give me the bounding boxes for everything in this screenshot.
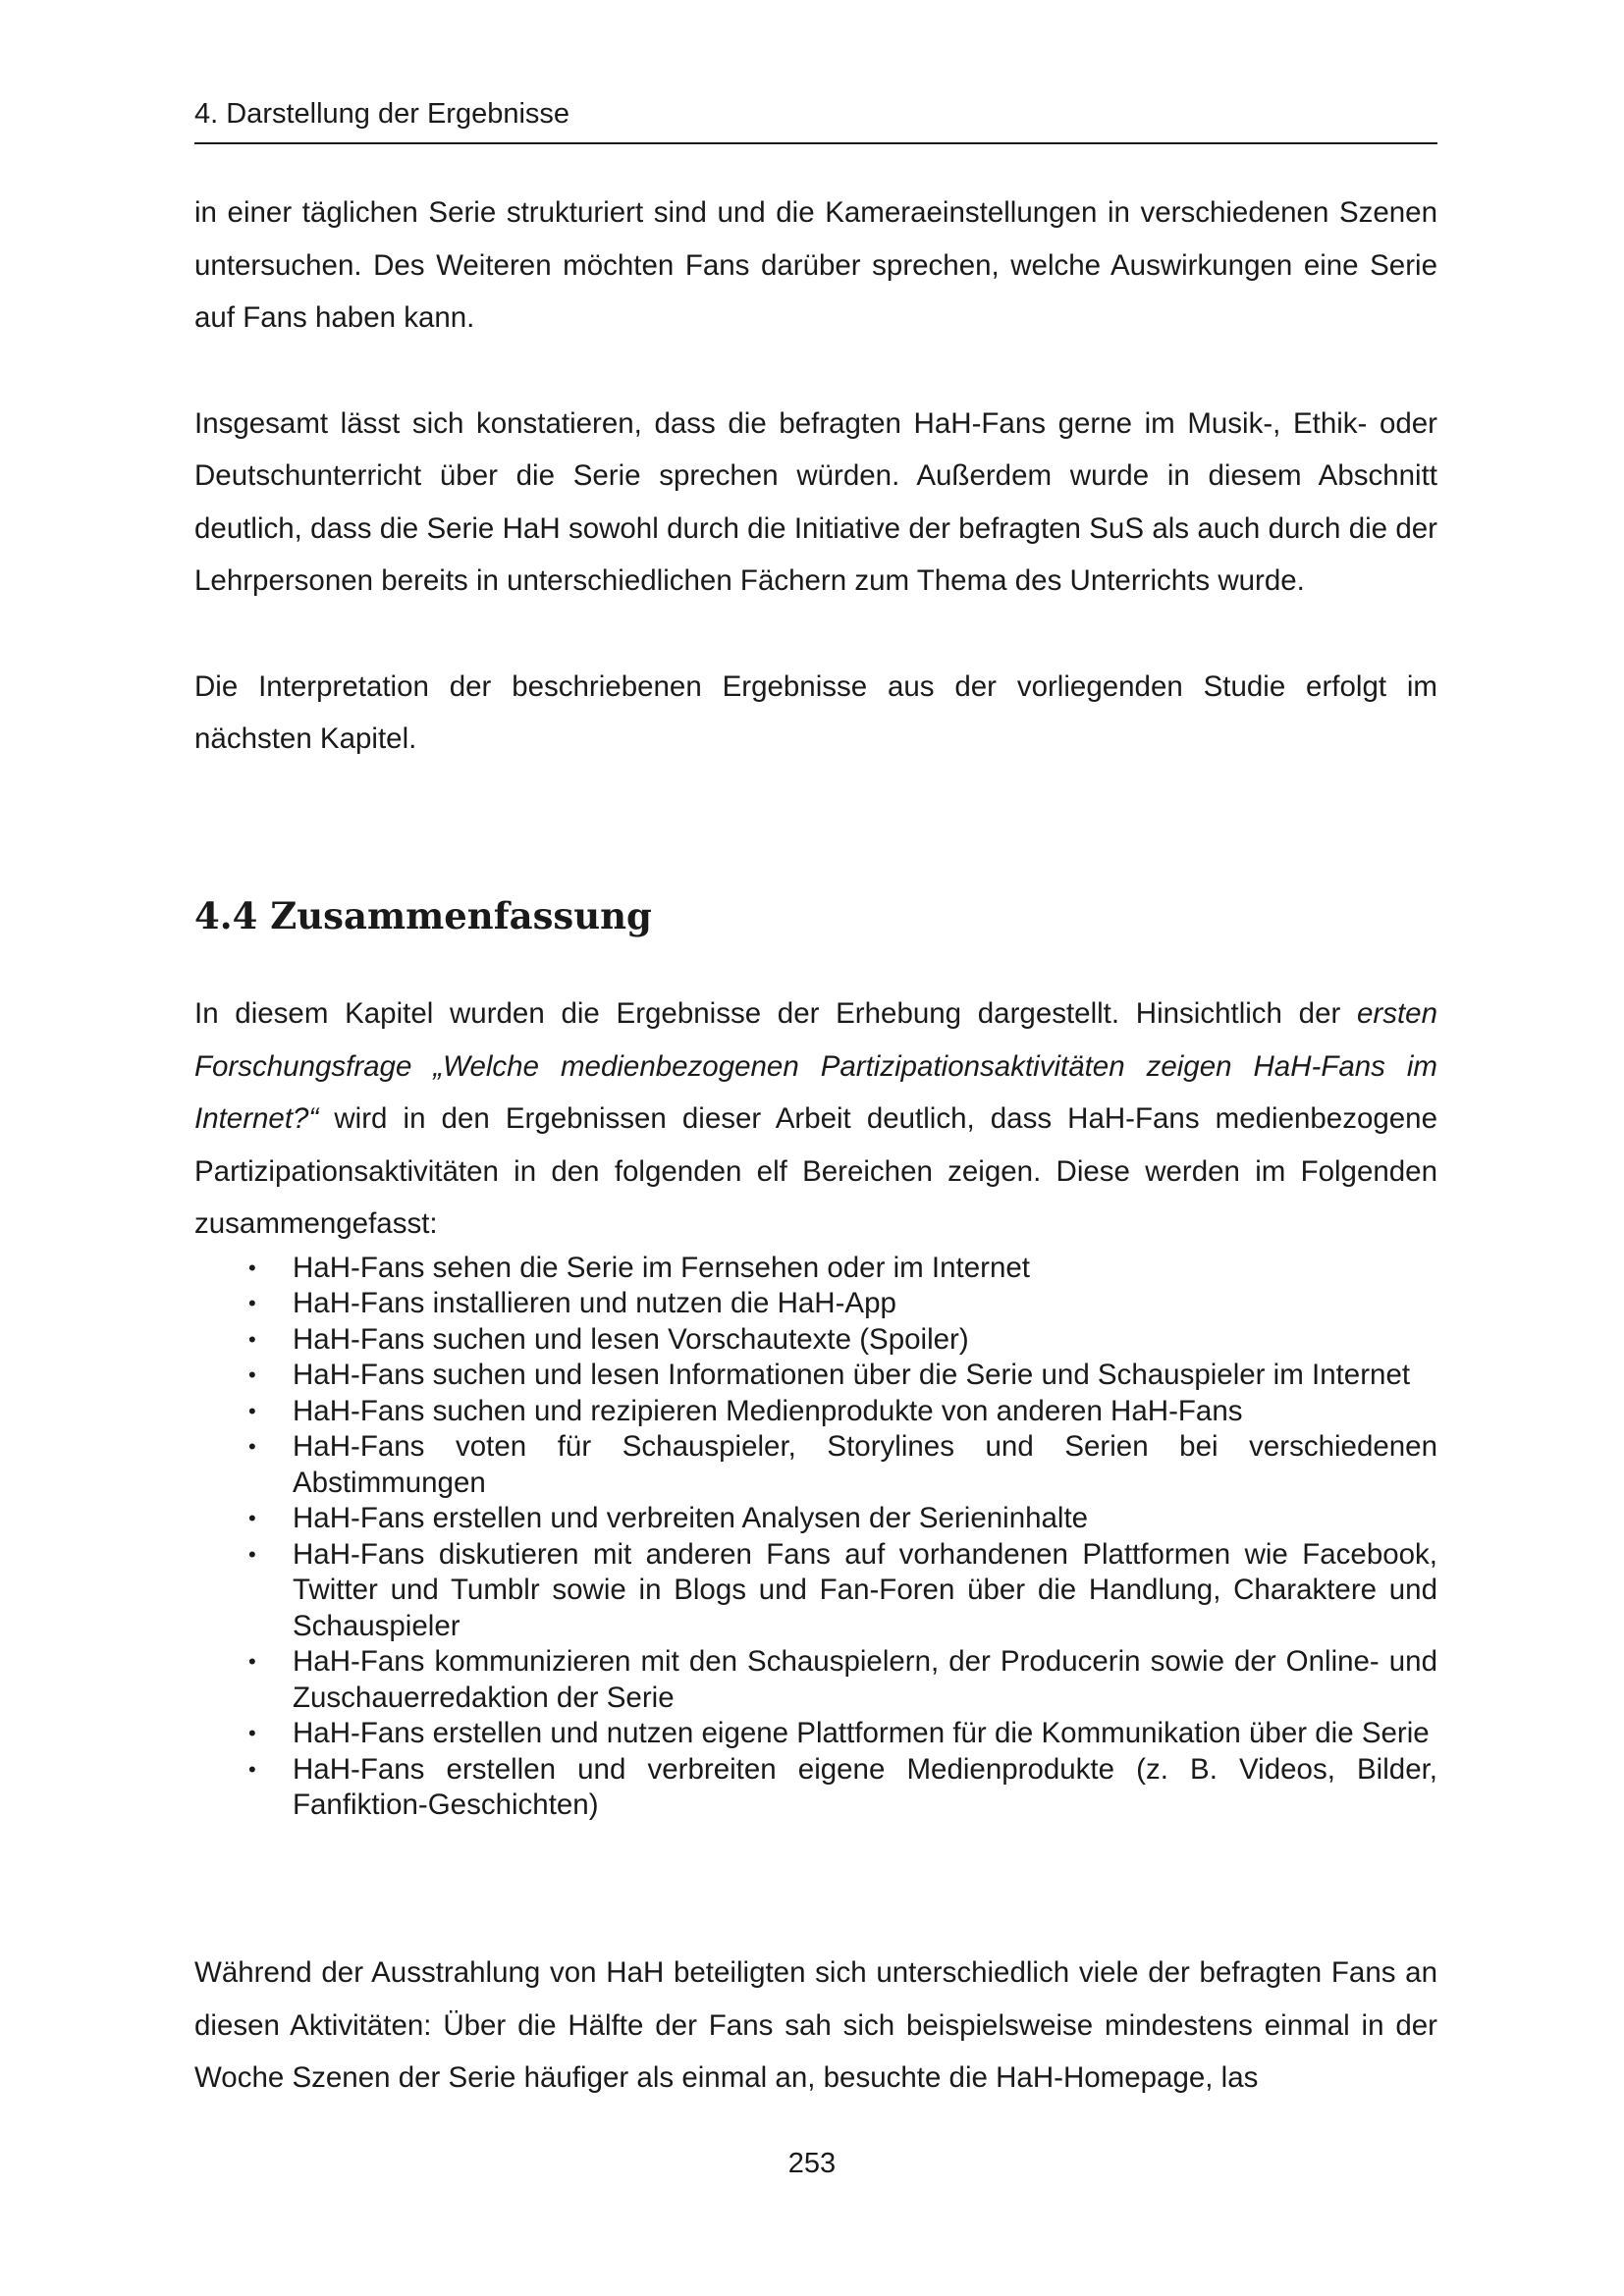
list-item-text: HaH-Fans erstellen und verbreiten Analysen der Serieninhalte (293, 1502, 1089, 1534)
research-question: ersten Forschungsfrage „Welche medienbezogenen Partizipationsaktivitäten zeigen HaH-Fans im Internet?“ (194, 997, 1437, 1135)
summary-body (194, 988, 1437, 1824)
list-item-text: HaH-Fans diskutieren mit anderen Fans auf vorhandenen Plattformen wie Facebook, Twitter und Tumblr sowie in Blogs und Fan-Foren über die Handlung, Charaktere und Schauspieler (293, 1537, 1437, 1642)
list-item (194, 1251, 1437, 1287)
bullet-icon: • (248, 1255, 256, 1280)
bullet-icon: • (248, 1541, 256, 1567)
bullet-icon: • (248, 1398, 256, 1423)
bullet-icon: • (248, 1326, 256, 1352)
section-heading: 4.4 Zusammenfassung (194, 894, 652, 937)
list-item (194, 1322, 1437, 1359)
bullet-icon: • (248, 1291, 256, 1315)
paragraph: Insgesamt lässt sich konstatieren, dass die befragten HaH-Fans gerne im Musik-, Ethik- oder Deutschunterricht über die Serie sprechen würden. Außerdem wurde in diesem Abschnitt deutlich, dass die Serie HaH sowohl durch die Initiative der befragten SuS als auch durch die der Lehrpersonen bereits in unterschiedlichen Fächern zum Thema des Unterrichts wurde. (194, 406, 1437, 597)
list-item-text: HaH-Fans erstellen und verbreiten eigene Medienprodukte (z. B. Videos, Bilder, Fanfiktion-Geschichten) (293, 1752, 1437, 1821)
bullet-list (194, 1251, 1437, 1824)
list-item-text: HaH-Fans sehen die Serie im Fernsehen oder im Internet (293, 1251, 1030, 1284)
running-header: 4. Darstellung der Ergebnisse (194, 98, 570, 130)
list-item-text: HaH-Fans installieren und nutzen die HaH-App (293, 1287, 896, 1319)
bullet-icon: • (248, 1434, 256, 1459)
list-item (194, 1358, 1437, 1394)
list-item-text: HaH-Fans suchen und lesen Vorschautexte (Spoiler) (293, 1322, 969, 1356)
page-number: 253 (787, 2148, 837, 2179)
list-item (194, 1286, 1437, 1322)
lead-paragraph (194, 988, 1437, 1251)
list-item (194, 1716, 1437, 1752)
list-item-text: HaH-Fans voten für Schauspieler, Storylines und Serien bei verschiedenen Abstimmungen (293, 1430, 1437, 1499)
lead-text-continued: wird in den Ergebnissen dieser Arbeit deutlich, dass HaH-Fans medienbezogene Partizipationsaktivitäten in den folgenden elf Bereichen zeigen. Diese werden im Folgenden zusammengefasst: (194, 1102, 1437, 1240)
closing-body (194, 1947, 1437, 2105)
list-item (194, 1644, 1437, 1716)
list-item-text: HaH-Fans suchen und lesen Informationen über die Serie und Schauspieler im Internet (293, 1359, 1411, 1391)
list-item (194, 1394, 1437, 1430)
list-item (194, 1752, 1437, 1824)
lead-text: In diesem Kapitel wurden die Ergebnisse der Erhebung dargestellt. Hinsichtlich der (194, 997, 1357, 1030)
list-item-text: HaH-Fans erstellen und nutzen eigene Plattformen für die Kommunikation über die Serie (293, 1717, 1430, 1749)
list-item (194, 1501, 1437, 1537)
paragraph: Die Interpretation der beschriebenen Ergebnisse aus der vorliegenden Studie erfolgt im nächsten Kapitel. (194, 669, 1437, 755)
list-item-text: HaH-Fans kommunizieren mit den Schauspielern, der Producerin sowie der Online- und Zuschauerredaktion der Serie (293, 1645, 1437, 1714)
intro-body (194, 187, 1437, 766)
bullet-icon: • (248, 1721, 256, 1745)
bullet-icon: • (248, 1756, 256, 1782)
bullet-icon: • (248, 1362, 256, 1387)
bullet-icon: • (248, 1506, 256, 1530)
bullet-icon: • (248, 1649, 256, 1674)
list-item (194, 1537, 1437, 1645)
closing-paragraph: Während der Ausstrahlung von HaH beteiligten sich unterschiedlich viele der befragten Fans an diesen Aktivitäten: Über die Hälfte der Fans sah sich beispielsweise mindestens einmal in der Woche Szenen der Serie häufiger als einmal an, besuchte die HaH-Homepage, las (194, 1956, 1437, 2094)
list-item (194, 1429, 1437, 1501)
paragraph: in einer täglichen Serie strukturiert sind und die Kameraeinstellungen in verschiedenen Szenen untersuchen. Des Weiteren möchten Fans darüber sprechen, welche Auswirkungen eine Serie auf Fans haben kann. (194, 196, 1437, 334)
list-item-text: HaH-Fans suchen und rezipieren Medienprodukte von anderen HaH-Fans (293, 1394, 1243, 1427)
header-rule (194, 142, 1437, 144)
